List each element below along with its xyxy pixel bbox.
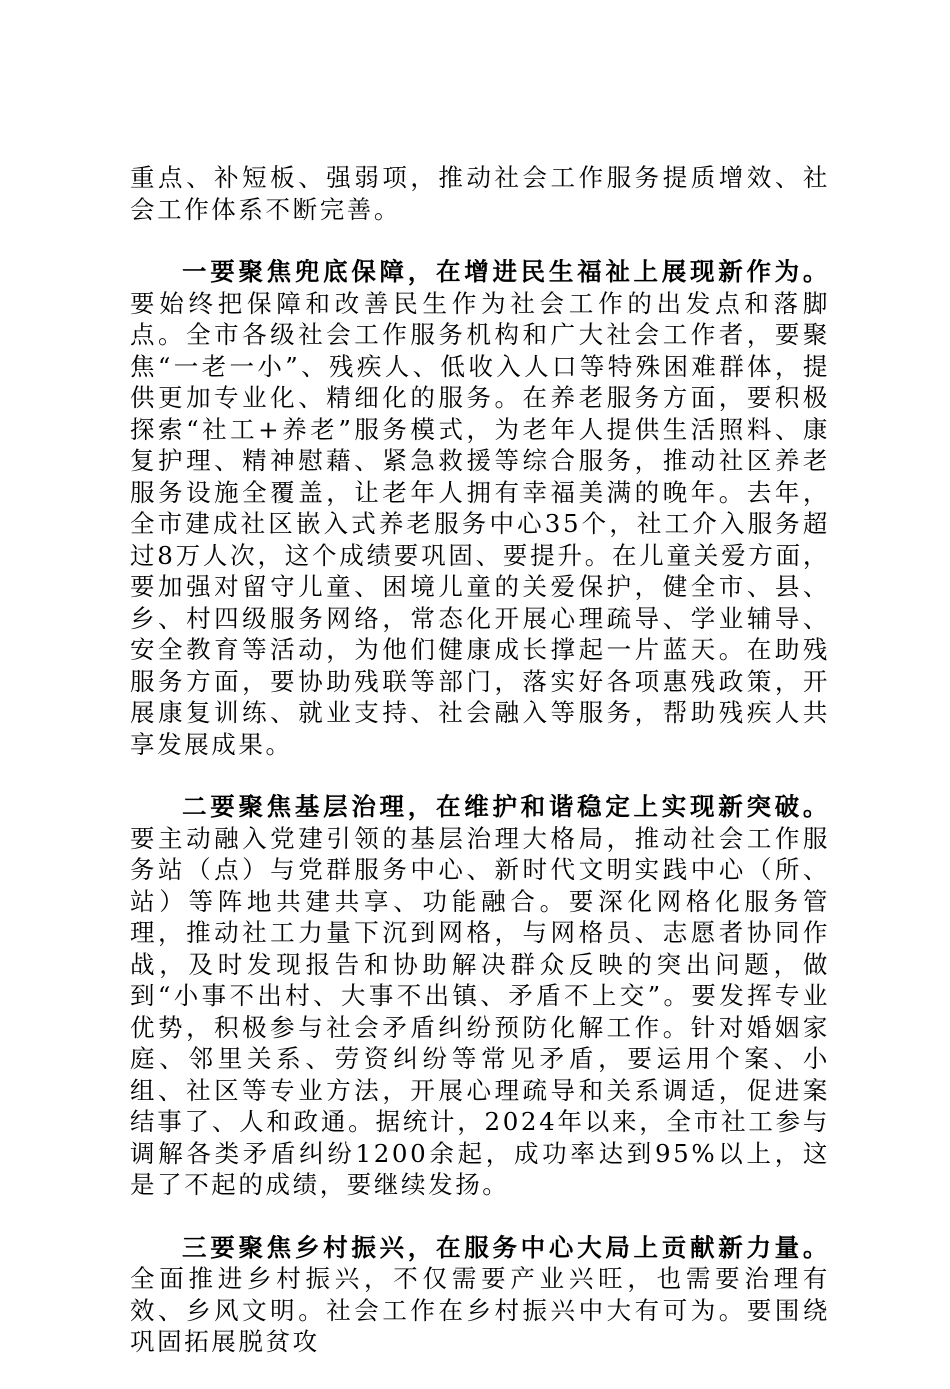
paragraph-3-text: 要主动融入党建引领的基层治理大格局，推动社会工作服务站（点）与党群服务中心、新时代文明实践中心（所、站）等阵地共建共享、功能融合。要深化网格化服务管理，推动社工力量下沉到网格，与网格员、志愿者协同作战，及时发现报告和协助解决群众反映的突出问题，做到“小事不出村、大事不出镇、矛盾不上交”。要发挥专业优势，积极参与社会矛盾纠纷预防化解工作。针对婚姻家庭、邻里关系、劳资纠纷等常见矛盾，要运用个案、小组、社区等专业方法，开展心理疏导和关系调适，促进案结事了、人和政通。据统计，2024年以来，全市社工参与调解各类矛盾纠纷1200余起，成功率达到95%以上，这是了不起的成绩，要继续发扬。 xyxy=(130,823,830,1199)
paragraph-4-lead: 三要聚焦乡村振兴，在服务中心大局上贡献新力量。 xyxy=(182,1232,830,1262)
paragraph-4-text: 全面推进乡村振兴，不仅需要产业兴旺，也需要治理有效、乡风文明。社会工作在乡村振兴中大有可为。要围绕巩固拓展脱贫攻 xyxy=(130,1264,830,1356)
paragraph-continuation xyxy=(130,162,830,225)
paragraph-2-lead: 一要聚焦兜底保障，在增进民生福祉上展现新作为。 xyxy=(182,257,830,286)
paragraph-2-text: 要始终把保障和改善民生作为社会工作的出发点和落脚点。全市各级社会工作服务机构和广大社会工作者，要聚焦“一老一小”、残疾人、低收入人口等特殊困难群体，提供更加专业化、精细化的服务。在养老服务方面，要积极探索“社工+养老”服务模式，为老年人提供生活照料、康复护理、精神慰藉、紧急救援等综合服务，推动社区养老服务设施全覆盖，让老年人拥有幸福美满的晚年。去年，全市建成社区嵌入式养老服务中心35个，社工介入服务超过8万人次，这个成绩要巩固、要提升。在儿童关爱方面，要加强对留守儿童、困境儿童的关爱保护，健全市、县、乡、村四级服务网络，常态化开展心理疏导、学业辅导、安全教育等活动，为他们健康成长撑起一片蓝天。在助残服务方面，要协助残联等部门，落实好各项惠残政策，开展康复训练、就业支持、社会融入等服务，帮助残疾人共享发展成果。 xyxy=(130,288,830,759)
document-page xyxy=(130,162,830,1389)
paragraph-point-2 xyxy=(130,791,830,1201)
paragraph-point-1 xyxy=(130,256,830,760)
paragraph-3-lead: 二要聚焦基层治理，在维护和谐稳定上实现新突破。 xyxy=(182,792,830,821)
paragraph-point-3 xyxy=(130,1232,830,1358)
paragraph-1-text: 重点、补短板、强弱项，推动社会工作服务提质增效、社会工作体系不断完善。 xyxy=(130,163,830,224)
